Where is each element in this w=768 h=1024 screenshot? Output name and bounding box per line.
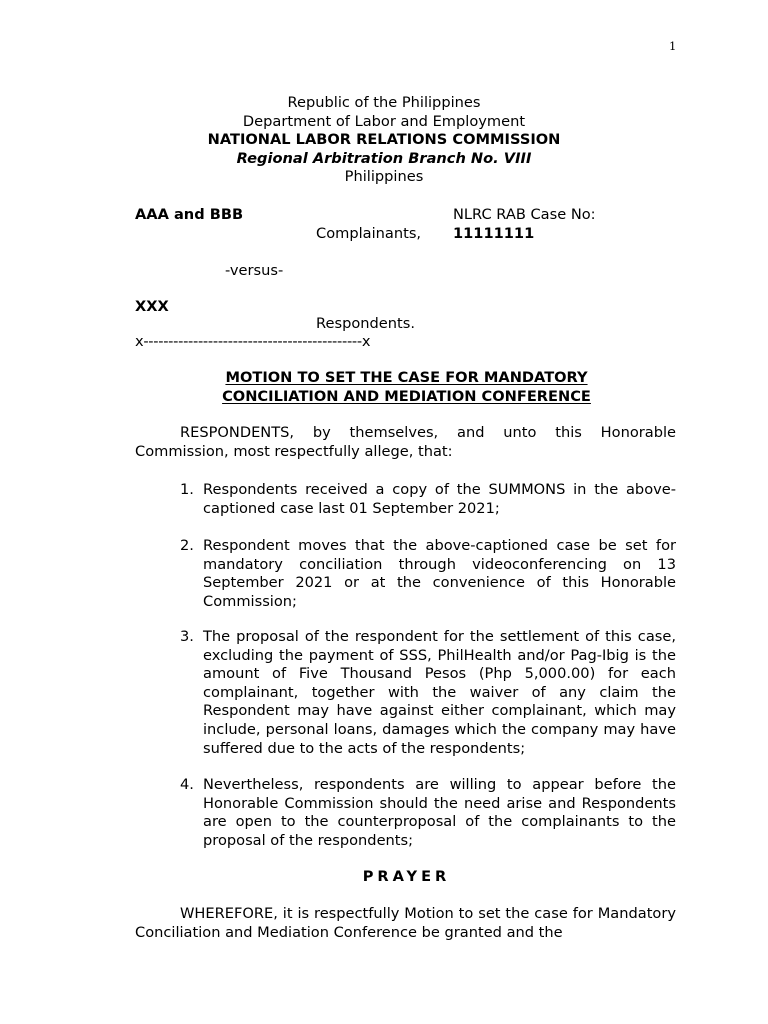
- list-item-number: 1.: [180, 481, 194, 498]
- list-item-text: Nevertheless, respondents are willing to appear before the Honorable Commission should the need arise and Respondents are open to the counterproposal of the complainants to the proposal of the respondents;: [203, 776, 676, 849]
- header-commission: NATIONAL LABOR RELATIONS COMMISSION: [207, 131, 561, 149]
- list-item: [180, 628, 676, 758]
- motion-intro: RESPONDENTS, by themselves, and unto this Honorable Commission, most respectfully allege, that:: [135, 424, 676, 460]
- respondents-label: Respondents.: [316, 315, 415, 332]
- complainants-label: Complainants,: [316, 225, 422, 242]
- list-item-text: The proposal of the respondent for the settlement of this case, excluding the payment of SSS, PhilHealth and/or Pag-Ibig is the amount of Five Thousand Pesos (Php 5,000.00) for each complainant, together with the waiver of any claim the Respondent may have against either complainant, which may include, personal loans, damages which the company may have suffered due to the acts of the respondents;: [203, 628, 676, 757]
- page-number: 1: [669, 39, 677, 53]
- header-department: Department of Labor and Employment: [242, 112, 526, 130]
- prayer-body: WHEREFORE, it is respectfully Motion to set the case for Mandatory Conciliation and Mediation Conference be granted and the: [135, 905, 676, 941]
- motion-title-line1: MOTION TO SET THE CASE FOR MANDATORY: [225, 369, 588, 386]
- list-item: [180, 481, 676, 518]
- allegations-list: [180, 628, 676, 758]
- motion-title-line2: CONCILIATION AND MEDIATION CONFERENCE: [222, 387, 591, 405]
- header-country: Philippines: [344, 168, 424, 186]
- allegations-list: [180, 776, 676, 850]
- header-republic: Republic of the Philippines: [287, 94, 481, 111]
- list-item-text: Respondent moves that the above-captioned case be set for mandatory conciliation through videoconferencing on 13 September 2021 or at the convenience of this Honorable Commission;: [203, 537, 676, 610]
- document-header: [0, 94, 768, 187]
- case-number-label: NLRC RAB Case No:: [453, 206, 596, 223]
- list-item-number: 4.: [180, 776, 194, 793]
- allegations-list: [180, 481, 676, 518]
- list-item-number: 3.: [180, 628, 194, 645]
- allegations-list: [180, 537, 676, 611]
- list-item-number: 2.: [180, 537, 194, 554]
- prayer-title: PRAYER: [362, 868, 451, 885]
- list-item-text: Respondents received a copy of the SUMMONS in the above-captioned case last 01 September 2021;: [203, 481, 676, 517]
- versus-label: -versus-: [225, 262, 284, 279]
- caption-divider: x--------------------------------------------x: [135, 333, 371, 350]
- motion-title: [0, 369, 768, 406]
- complainants-names: AAA and BBB: [135, 206, 244, 223]
- header-branch: Regional Arbitration Branch No. VIII: [236, 149, 532, 167]
- list-item: [180, 537, 676, 611]
- case-number-value: 11111111: [453, 225, 535, 242]
- respondents-names: XXX: [135, 298, 169, 315]
- list-item: [180, 776, 676, 850]
